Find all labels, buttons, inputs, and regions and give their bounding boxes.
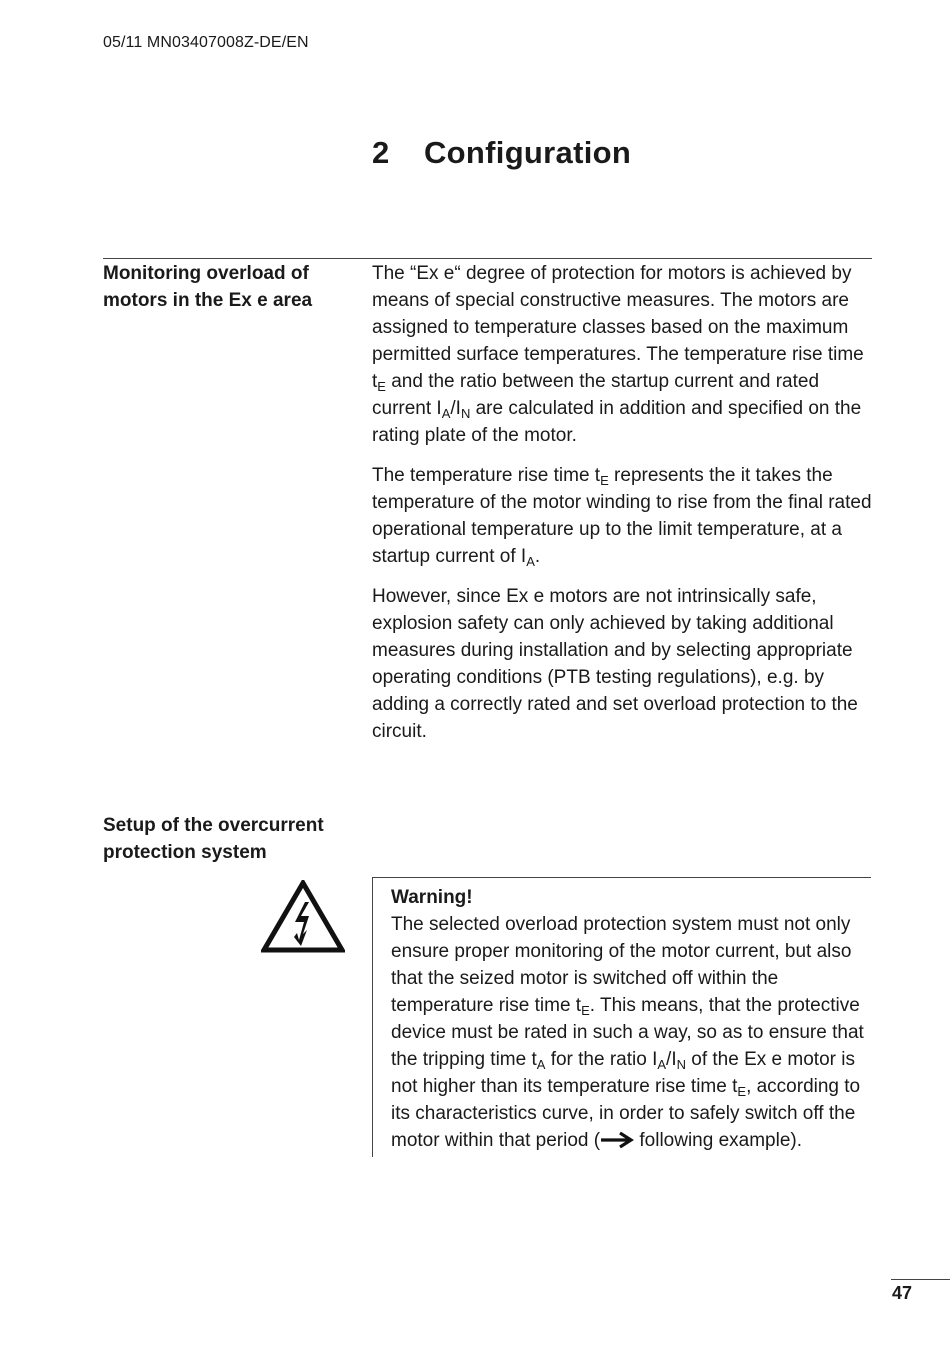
subscript: E [600,473,609,488]
section-body-overload [372,260,872,758]
text-run: /I [666,1049,677,1070]
chapter-number: 2 [372,135,390,170]
section-heading-line: Monitoring overload of [103,263,309,284]
subscript: A [526,554,535,569]
paragraph [372,260,872,449]
subscript: N [676,1057,686,1072]
section-heading-overload [103,260,358,314]
section-heading-line: protection system [103,842,267,863]
text-run: and the ratio between the startup current and rated current I [372,371,820,419]
text-run: /I [450,398,461,419]
section-heading-line: Setup of the overcurrent [103,815,324,836]
subscript: A [657,1057,667,1072]
page-number: 47 [892,1283,913,1303]
text-run: The selected overload protection system must not only ensure proper monitoring of the motor current, but also that the seized motor is switched off within the temperature rise time t [391,914,852,1016]
top-rule [103,258,872,259]
text-run: The temperature rise time t [372,465,601,486]
text-run: of the Ex e motor is not higher than its temperature rise time t [391,1049,855,1097]
text-run: The “Ex e“ degree of protection for motors is achieved by means of special constructive measures. The motors are assigned to temperature classes based on the maximum permitted surface temperatures. The temperature rise time t [372,263,864,392]
chapter-title [372,135,631,171]
warning-title: Warning! [391,887,473,908]
high-voltage-warning-icon [261,880,345,954]
text-run: represents the it takes the temperature of the motor winding to rise from the final rated operational temperature up to the limit temperature, at a startup current of I [372,465,872,567]
text-run: following example). [634,1130,803,1151]
warning-box [372,877,871,1157]
paragraph [372,462,872,570]
text-run: for the ratio I [545,1049,658,1070]
text-run: are calculated in addition and specified on the rating plate of the motor. [372,398,862,446]
text-run: , according to its characteristics curve, in order to safely switch off the motor within that period ( [391,1076,861,1151]
text-run: . This means, that the protective device must be rated in such a way, so as to ensure that the tripping time t [391,995,864,1070]
chapter-title-text: Configuration [424,135,632,170]
subscript: E [377,379,386,394]
page-number-rule [891,1279,950,1280]
subscript: A [441,406,451,421]
arrow-right-icon [600,1131,634,1149]
text-run: . [534,546,541,567]
subscript: E [581,1003,590,1018]
paragraph: However, since Ex e motors are not intrinsically safe, explosion safety can only achieved by taking additional measures during installation and by selecting appropriate operating conditions (PTB testing regulations), e.g. by adding a correctly rated and set overload protection to the circuit. [372,586,858,742]
subscript: E [737,1084,747,1099]
warning-content [391,884,871,1154]
document-id: 05/11 MN03407008Z-DE/EN [103,34,309,51]
subscript: A [536,1057,546,1072]
section-heading-setup [103,812,358,866]
subscript: N [460,406,471,421]
section-heading-line: motors in the Ex e area [103,290,313,311]
